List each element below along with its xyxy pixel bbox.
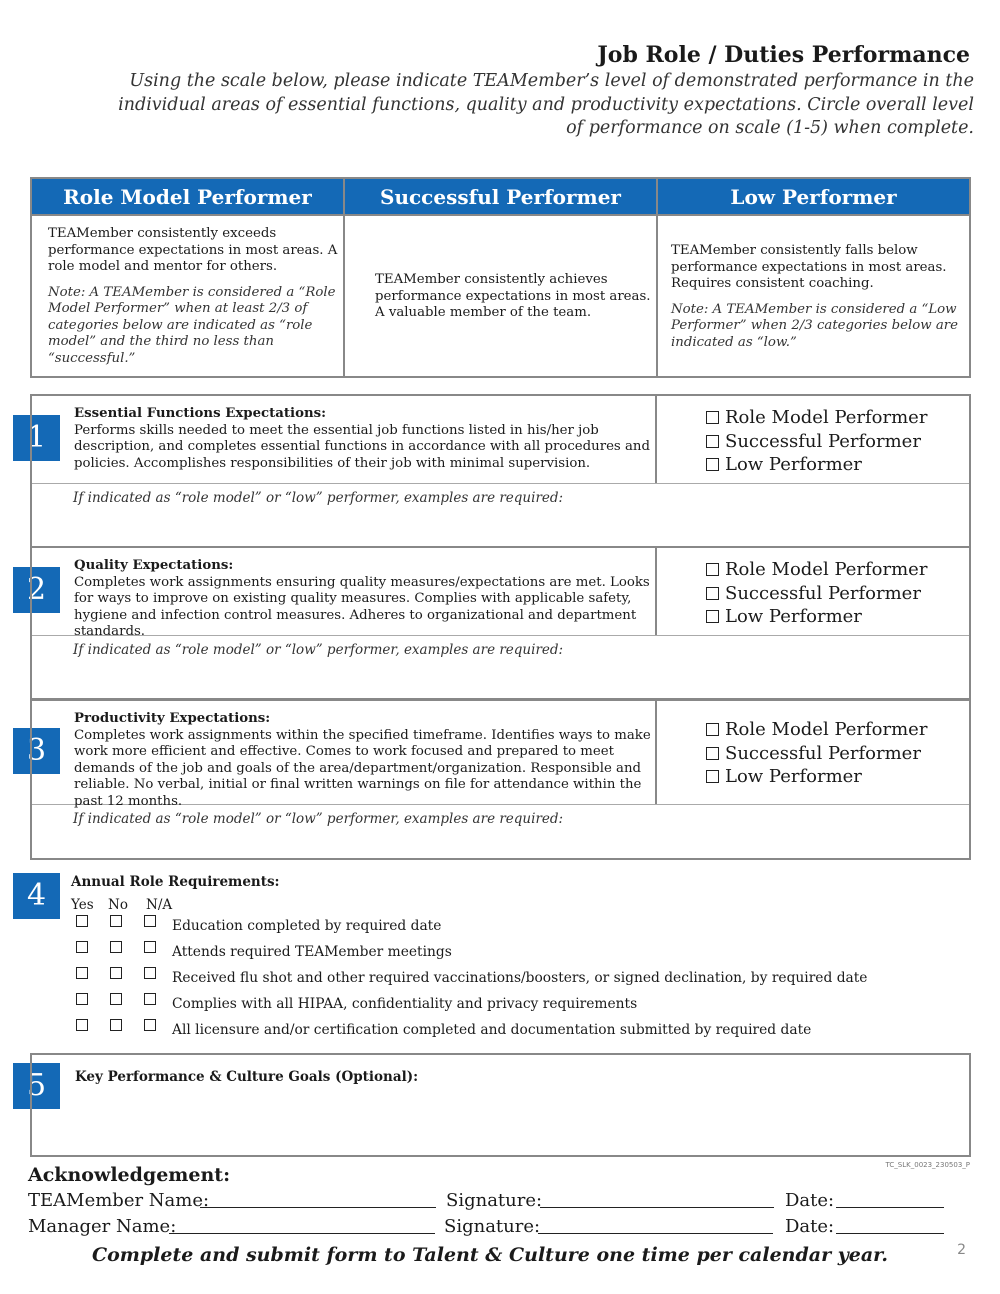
rating-options: [657, 701, 969, 804]
manager-signature-field[interactable]: [538, 1216, 773, 1234]
option-label: Role Model Performer: [725, 407, 928, 428]
section-productivity: [30, 699, 971, 860]
requirement-text: All licensure and/or certification completed and documentation submitted by required date: [172, 1022, 812, 1038]
no-checkbox[interactable]: [110, 1019, 122, 1031]
section-text: Completes work assignments within the specified timeframe. Identifies ways to make work more efficient and effective. Comes to work focused and prepared to meet demands of the job and goals of the area/department/organization. Responsible and reliable. No verbal, initial or final written warnings on file for attendance within the past 12 months.: [74, 727, 651, 809]
goals-field[interactable]: [30, 1053, 971, 1157]
teamember-date-field[interactable]: [836, 1190, 944, 1208]
signature-label: Signature:: [444, 1216, 541, 1237]
scale-role-model: [32, 179, 345, 376]
rating-option-successful[interactable]: [706, 430, 969, 454]
date-label: Date:: [785, 1190, 835, 1211]
rating-option-low[interactable]: [706, 605, 969, 629]
yes-checkbox[interactable]: [76, 967, 88, 979]
no-checkbox[interactable]: [110, 941, 122, 953]
option-label: Low Performer: [725, 766, 862, 787]
form-code: TC_SLK_0023_230503_P: [885, 1161, 970, 1169]
checkbox[interactable]: [706, 723, 719, 736]
yes-checkbox[interactable]: [76, 941, 88, 953]
no-checkbox[interactable]: [110, 993, 122, 1005]
rating-options: [657, 548, 969, 635]
option-label: Role Model Performer: [725, 559, 928, 580]
signature-label: Signature:: [446, 1190, 543, 1211]
scale-successful: [345, 179, 658, 376]
rating-option-role-model[interactable]: [706, 558, 969, 582]
performance-scale-table: [30, 177, 971, 378]
option-label: Role Model Performer: [725, 719, 928, 740]
section-number-badge: 5: [13, 1063, 60, 1109]
annual-column-headers: [71, 897, 172, 913]
rating-option-role-model[interactable]: [706, 406, 969, 430]
section-label: Quality Expectations:: [74, 558, 234, 573]
na-checkbox[interactable]: [144, 941, 156, 953]
checkbox[interactable]: [706, 458, 719, 471]
page-number: 2: [957, 1242, 966, 1258]
submission-instructions: Complete and submit form to Talent & Culture one time per calendar year.: [91, 1244, 889, 1266]
yes-checkbox[interactable]: [76, 915, 88, 927]
page-instructions: Using the scale below, please indicate TEAMember’s level of demonstrated performance in the individual areas of essential functions, quality and productivity expectations. Circle overall level of performance on scale (1-5) when complete.: [118, 71, 974, 138]
scale-low: [658, 179, 969, 376]
option-label: Low Performer: [725, 454, 862, 475]
section-number-badge: 1: [13, 415, 60, 461]
manager-date-field[interactable]: [836, 1216, 944, 1234]
checkbox[interactable]: [706, 610, 719, 623]
teamember-name-label: TEAMember Name:: [28, 1190, 210, 1211]
section-label: Essential Functions Expectations:: [74, 406, 327, 421]
section-text: Performs skills needed to meet the essential job functions listed in his/her job description, and completes essential functions in accordance with all procedures and policies. Accomplishes responsibilities of their job with minimal supervision.: [74, 422, 650, 471]
section-description: [32, 548, 657, 639]
checkbox[interactable]: [706, 770, 719, 783]
option-label: Low Performer: [725, 606, 862, 627]
teamember-name-field[interactable]: [200, 1190, 436, 1208]
scale-text: TEAMember consistently achieves performance expectations in most areas. A valuable member of the team.: [375, 272, 651, 321]
checkbox[interactable]: [706, 563, 719, 576]
requirement-text: Received flu shot and other required vaccinations/boosters, or signed declination, by required date: [172, 970, 868, 986]
rating-option-low[interactable]: [706, 453, 969, 477]
yes-checkbox[interactable]: [76, 993, 88, 1005]
scale-note: Note: A TEAMember is considered a “Low Performer” when 2/3 categories below are indicated as “low.”: [671, 301, 958, 350]
rating-option-low[interactable]: [706, 765, 969, 789]
option-label: Successful Performer: [725, 742, 921, 764]
requirement-text: Attends required TEAMember meetings: [172, 944, 452, 960]
yes-checkbox[interactable]: [76, 1019, 88, 1031]
rating-options: [657, 396, 969, 483]
scale-text: TEAMember consistently exceeds performance expectations in most areas. A role model and mentor for others.: [48, 226, 338, 274]
scale-note: Note: A TEAMember is considered a “Role Model Performer” when at least 2/3 of categories below are indicated as “role model” and the third no less than “successful.”: [48, 284, 336, 366]
examples-field[interactable]: If indicated as “role model” or “low” performer, examples are required:: [73, 490, 564, 506]
section-number-badge: 2: [13, 567, 60, 613]
column-na: N/A: [146, 897, 173, 913]
acknowledgement-title: Acknowledgement:: [28, 1164, 231, 1186]
requirement-text: Complies with all HIPAA, confidentiality and privacy requirements: [172, 996, 638, 1012]
scale-description: [32, 216, 343, 376]
checkbox[interactable]: [706, 411, 719, 424]
section-quality: [30, 546, 971, 700]
na-checkbox[interactable]: [144, 967, 156, 979]
examples-field[interactable]: If indicated as “role model” or “low” performer, examples are required:: [73, 642, 564, 658]
annual-requirements-title: Annual Role Requirements:: [71, 874, 280, 890]
rating-option-successful[interactable]: [706, 582, 969, 606]
section-number-badge: 3: [13, 728, 60, 774]
scale-heading: Low Performer: [658, 179, 969, 216]
na-checkbox[interactable]: [144, 915, 156, 927]
section-essential-functions: [30, 394, 971, 548]
manager-name-field[interactable]: [169, 1216, 435, 1234]
no-checkbox[interactable]: [110, 915, 122, 927]
requirement-text: Education completed by required date: [172, 918, 442, 934]
section-number-badge: 4: [13, 873, 60, 919]
manager-name-label: Manager Name:: [28, 1216, 177, 1237]
column-no: No: [108, 897, 128, 913]
page-title: Job Role / Duties Performance: [597, 42, 970, 68]
na-checkbox[interactable]: [144, 993, 156, 1005]
date-label: Date:: [785, 1216, 835, 1237]
examples-field[interactable]: If indicated as “role model” or “low” performer, examples are required:: [73, 811, 564, 827]
no-checkbox[interactable]: [110, 967, 122, 979]
checkbox[interactable]: [706, 747, 719, 760]
scale-heading: Role Model Performer: [32, 179, 343, 216]
rating-option-role-model[interactable]: [706, 718, 969, 742]
section-description: [32, 701, 657, 809]
option-label: Successful Performer: [725, 582, 921, 604]
teamember-signature-field[interactable]: [540, 1190, 774, 1208]
na-checkbox[interactable]: [144, 1019, 156, 1031]
scale-description: [345, 216, 656, 376]
checkbox[interactable]: [706, 435, 719, 448]
scale-heading: Successful Performer: [345, 179, 656, 216]
section-description: [32, 396, 657, 483]
option-label: Successful Performer: [725, 430, 921, 452]
goals-label: Key Performance & Culture Goals (Optional):: [75, 1069, 419, 1085]
scale-text: TEAMember consistently falls below performance expectations in most areas. Requires consistent coaching.: [671, 243, 947, 291]
column-yes: Yes: [71, 897, 94, 913]
scale-description: [658, 216, 969, 376]
section-text: Completes work assignments ensuring quality measures/expectations are met. Looks for ways to improve on existing quality measures. Complies with applicable safety, hygiene and infection control measures. Adheres to organizational and department standards.: [74, 574, 650, 639]
rating-option-successful[interactable]: [706, 742, 969, 766]
checkbox[interactable]: [706, 587, 719, 600]
section-label: Productivity Expectations:: [74, 711, 271, 726]
